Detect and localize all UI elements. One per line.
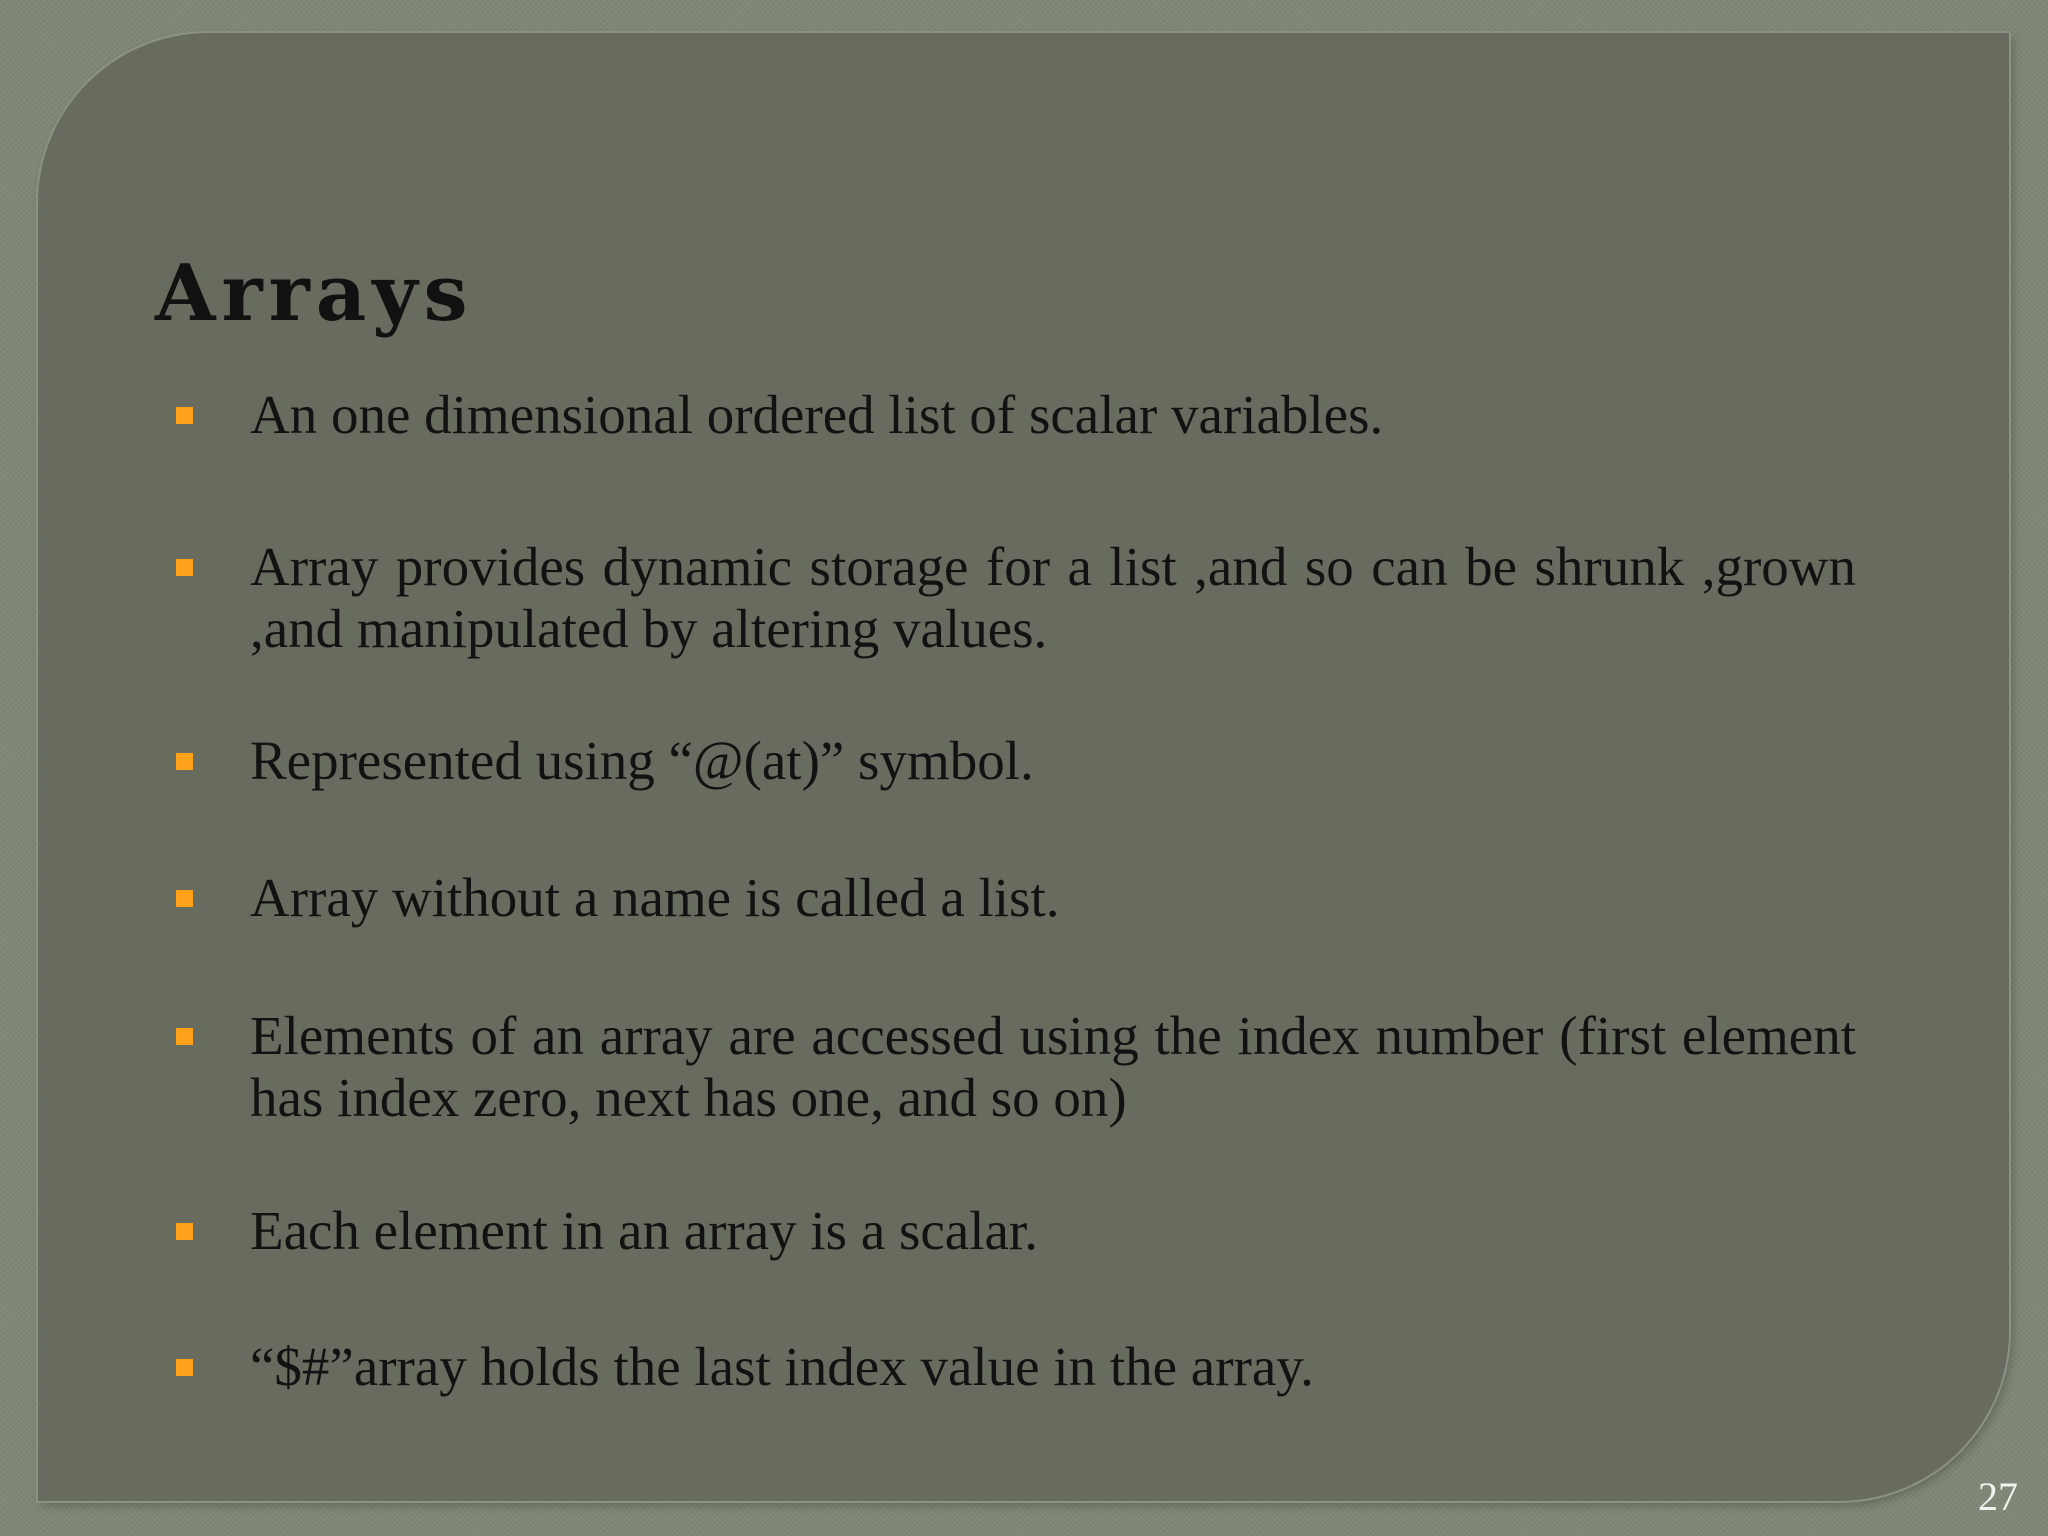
bullet-text: Array provides dynamic storage for a list ,and so can be shrunk ,grown ,and manipulated by altering values. (250, 536, 1856, 659)
bullet-item (176, 536, 1856, 660)
page-number: 27 (1978, 1474, 2018, 1519)
square-bullet-icon (176, 753, 193, 770)
bullet-item (176, 384, 1856, 446)
bullet-text: An one dimensional ordered list of scalar variables. (250, 384, 1384, 445)
square-bullet-icon (176, 407, 193, 424)
bullet-item (176, 1005, 1856, 1129)
bullet-item (176, 867, 1856, 929)
square-bullet-icon (176, 1028, 193, 1045)
bullet-item (176, 1336, 1856, 1398)
bullet-text: Elements of an array are accessed using the index number (first element has index zero, next has one, and so on) (250, 1005, 1856, 1128)
square-bullet-icon (176, 559, 193, 576)
bullet-item (176, 730, 1856, 792)
square-bullet-icon (176, 1223, 193, 1240)
bullet-text: “$#”array holds the last index value in the array. (250, 1336, 1314, 1397)
bullet-text: Array without a name is called a list. (250, 867, 1060, 928)
bullet-text: Represented using “@(at)” symbol. (250, 730, 1034, 791)
square-bullet-icon (176, 1359, 193, 1376)
slide-title: Arrays (155, 248, 474, 339)
square-bullet-icon (176, 890, 193, 907)
bullet-item (176, 1200, 1856, 1262)
bullet-text: Each element in an array is a scalar. (250, 1200, 1038, 1261)
